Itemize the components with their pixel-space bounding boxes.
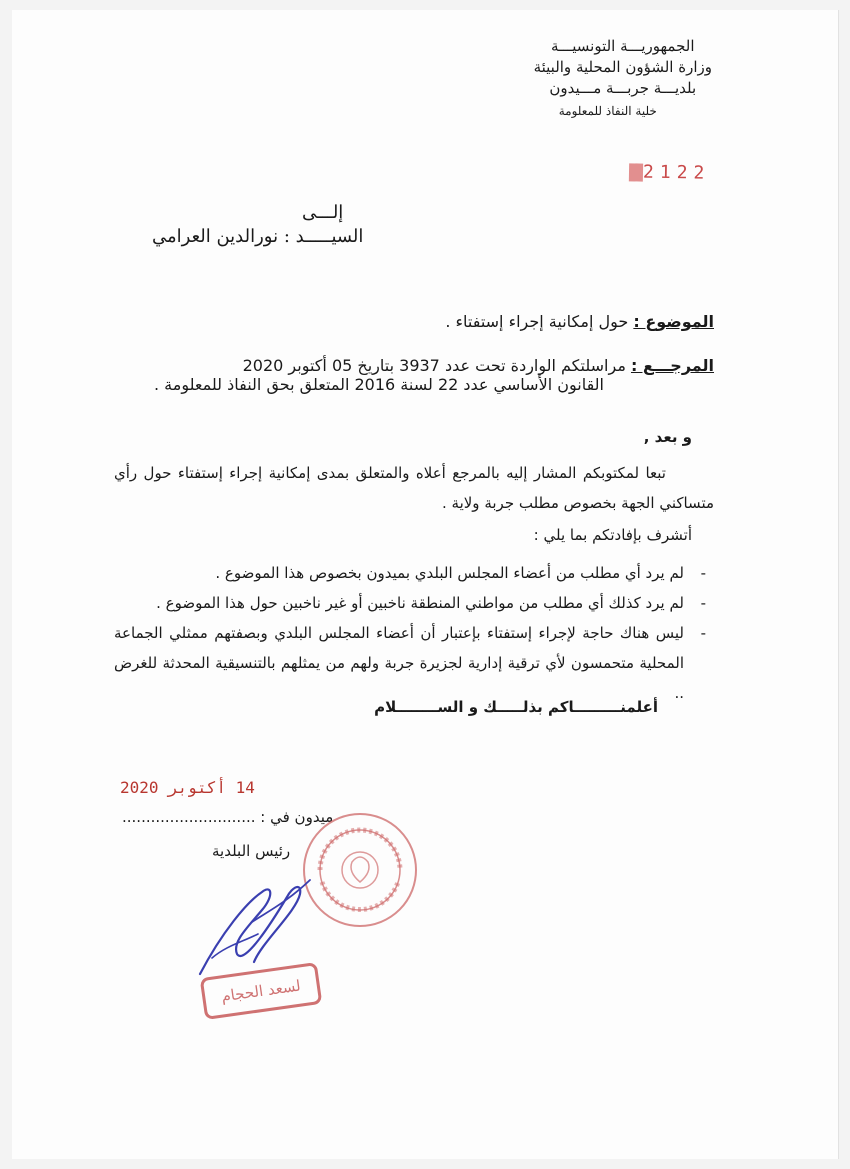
body-paragraph <box>114 458 714 518</box>
document-page <box>12 10 839 1159</box>
bullet-list <box>114 558 714 708</box>
reference-line-2: القانون الأساسي عدد 22 لسنة 2016 المتعلق بحق النفاذ للمعلومة . <box>154 375 604 394</box>
greeting: و بعد , <box>643 428 692 446</box>
recipient-name: السيـــــد : نورالدين العرامي <box>152 226 364 247</box>
closing-line: أعلمنـــــــــاكم بذلـــــك و الســــــــلام <box>374 698 658 716</box>
registration-stamp <box>624 161 710 183</box>
place-label: ميدون في : <box>260 808 334 826</box>
recipient-to-label: إلـــى <box>302 202 344 223</box>
stamp-mark <box>628 163 642 181</box>
place-dots: ............................ <box>122 808 256 826</box>
date-stamp: 14 أكتوبر 2020 <box>120 778 255 797</box>
registration-number: 2122 <box>642 161 711 184</box>
letterhead-unit: خلية النفاذ للمعلومة <box>558 104 657 118</box>
letterhead <box>534 36 712 122</box>
reference-block <box>114 356 714 394</box>
letterhead-municipality: بلديـــة جربـــة مـــيدون <box>549 79 697 97</box>
subject-text: حول إمكانية إجراء إستفتاء . <box>445 312 629 331</box>
reference-line-1: مراسلتكم الواردة تحت عدد 3937 بتاريخ 05 أكتوبر 2020 <box>242 356 626 375</box>
subject-label: الموضوع : <box>633 312 714 331</box>
list-item: - ليس هناك حاجة لإجراء إستفتاء بإعتبار أن أعضاء المجلس البلدي وبصفتهم ممثلي الجماعة المحلية متحمسون لأي ترقية إدارية لجزيرة جربة ولهم من يمثلهم بالتنسيقية المحدثة للغرض .. <box>114 618 714 708</box>
signatory-title: رئيس البلدية <box>212 842 291 860</box>
body-intro: أتشرف بإفادتكم بما يلي : <box>533 526 692 544</box>
letterhead-ministry: وزارة الشؤون المحلية والبيئة <box>533 58 712 76</box>
body-paragraph-text: تبعا لمكتوبكم المشار إليه بالمرجع أعلاه والمتعلق بمدى إمكانية إجراء إستفتاء حول رأي متساكني الجهة بخصوص مطلب جربة ولاية . <box>114 464 714 512</box>
letterhead-country: الجمهوريـــة التونسيـــة <box>551 37 695 55</box>
list-item: - لم يرد كذلك أي مطلب من مواطني المنطقة ناخبين أو غير ناخبين حول هذا الموضوع . <box>114 588 714 618</box>
name-stamp: لسعد الحجام <box>200 962 323 1020</box>
reference-label: المرجـــع : <box>630 356 714 375</box>
list-item: - لم يرد أي مطلب من أعضاء المجلس البلدي بميدون بخصوص هذا الموضوع . <box>114 558 714 588</box>
subject-line <box>114 312 714 331</box>
